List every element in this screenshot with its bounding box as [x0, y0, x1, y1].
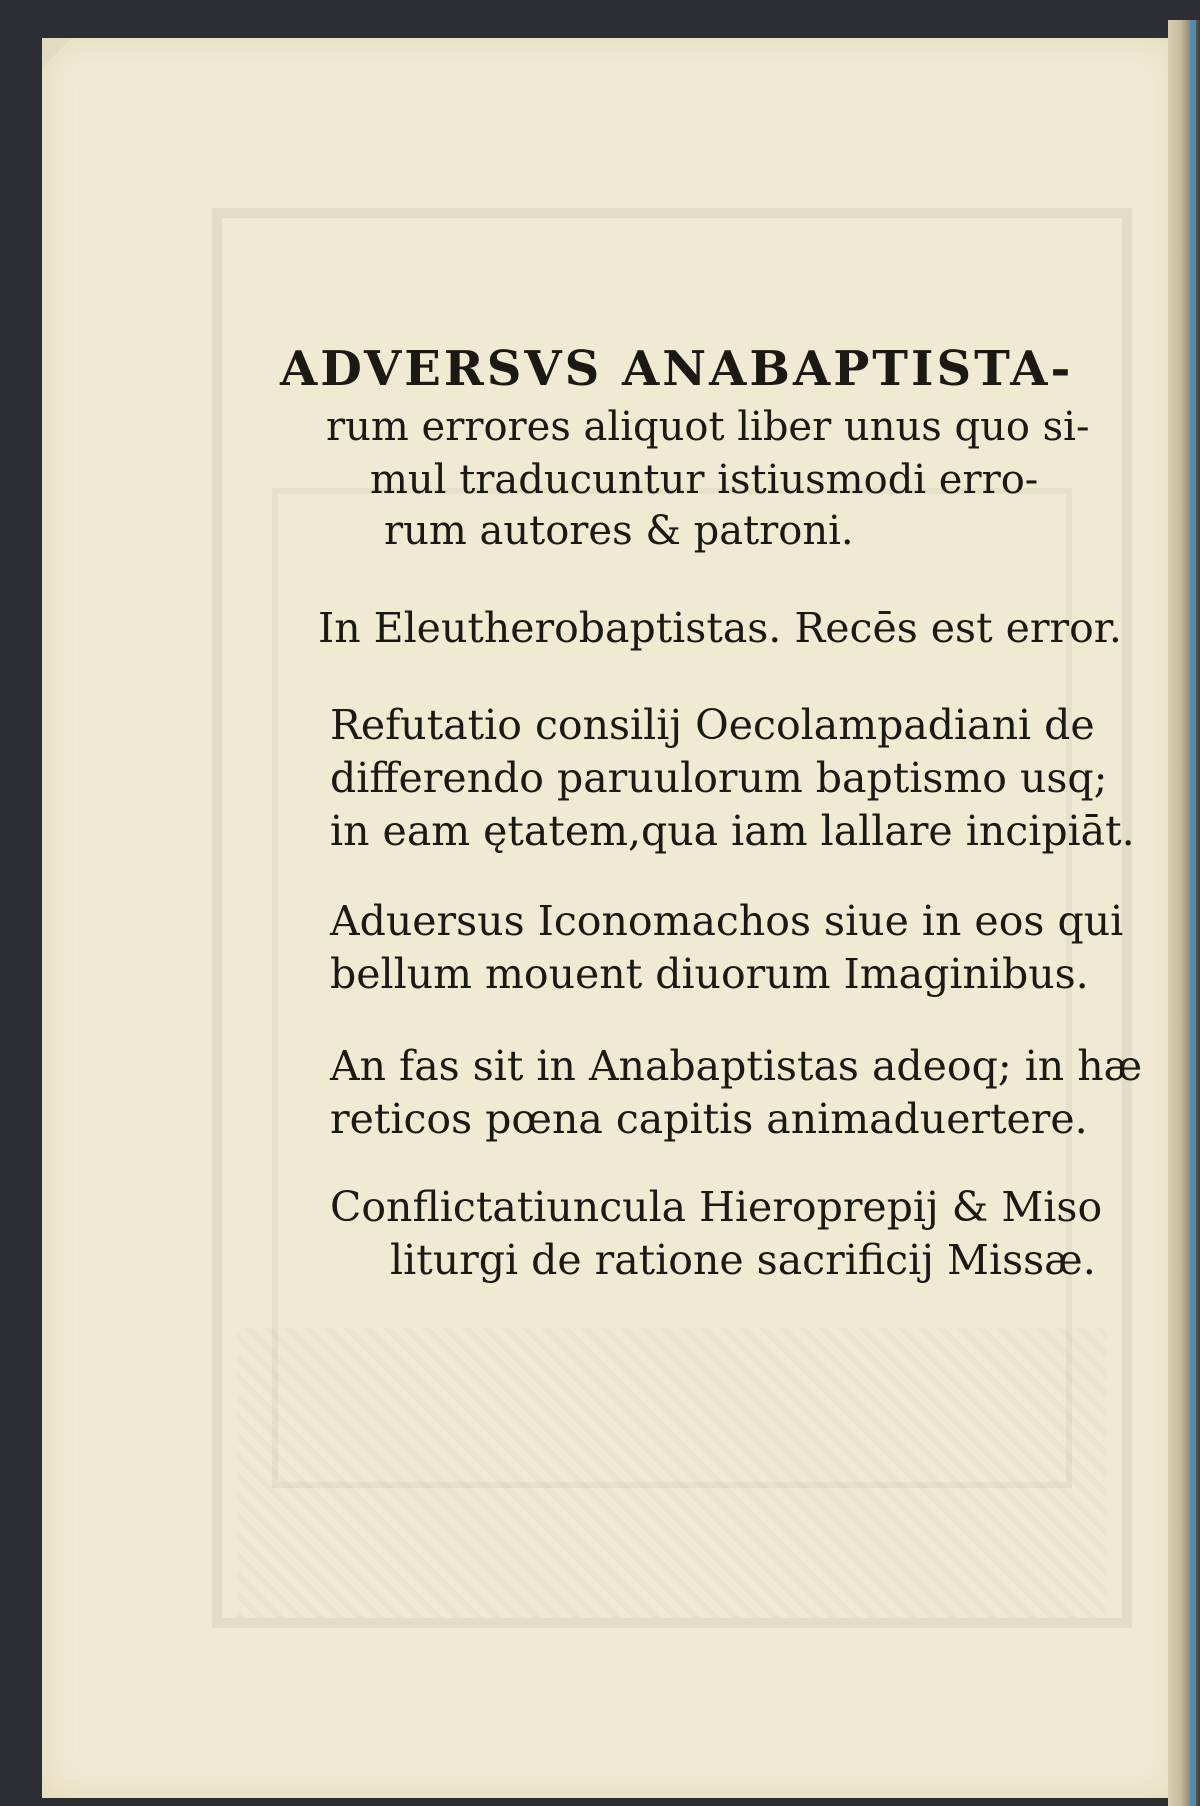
entry-5-line-2: liturgi de ratione sacrificij Missæ.	[390, 1236, 1096, 1284]
title-line-1: ADVERSVS ANABAPTISTA-	[280, 341, 1074, 397]
title-line-4: rum autores & patroni.	[384, 508, 854, 554]
entry-2-line-1: Refutatio consilij Oecolampadiani de	[330, 701, 1095, 749]
entry-1-line-1: In Eleutherobaptistas. Recēs est error.	[318, 604, 1122, 652]
entry-4-line-2: reticos pœna capitis animaduertere.	[330, 1095, 1088, 1143]
entry-3-line-2: bellum mouent diuorum Imaginibus.	[330, 950, 1089, 998]
entry-4-line-1: An fas sit in Anabaptistas adeoq; in hæ	[330, 1042, 1143, 1090]
entry-3-line-1: Aduersus Iconomachos siue in eos qui	[330, 897, 1124, 945]
title-line-3: mul traducuntur istiusmodi erro-	[370, 457, 1039, 503]
entry-2-line-2: differendo paruulorum baptismo usq;	[330, 754, 1108, 802]
entry-5-line-1: Conflictatiuncula Hieroprepij & Miso	[330, 1183, 1103, 1231]
entry-2-line-3: in eam ętatem,qua iam lallare incipiāt.	[330, 807, 1135, 855]
title-line-2: rum errores aliquot liber unus quo si-	[326, 404, 1090, 450]
